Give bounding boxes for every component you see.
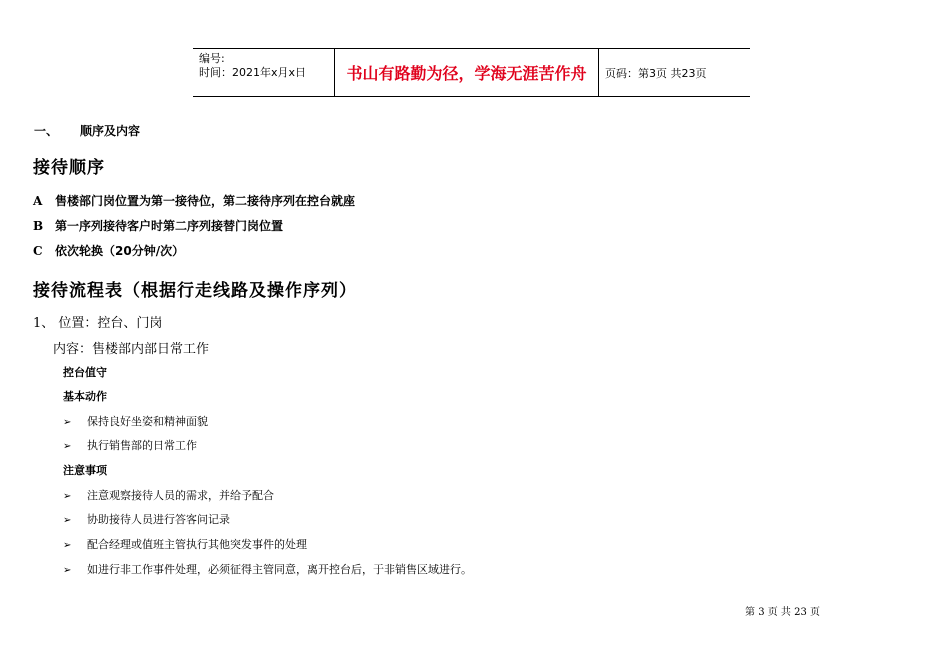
section-number: 一、 (34, 124, 59, 138)
bullet-item: ➢ 配合经理或值班主管执行其他突发事件的处理 (63, 538, 307, 551)
duty-label: 控台值守 (63, 366, 107, 379)
section-title: 顺序及内容 (80, 124, 141, 138)
notes-heading: 注意事项 (63, 464, 107, 477)
order-item: C 依次轮换（20分钟/次） (33, 244, 185, 258)
content-line: 内容：售楼部内部日常工作 (53, 342, 210, 357)
order-item: B 第一序列接待客户时第二序列接替门岗位置 (33, 219, 284, 233)
bullet-item: ➢ 协助接待人员进行答客问记录 (63, 513, 230, 526)
time-label: 时间：2021年x月x日 (199, 66, 307, 79)
bullet-arrow-icon: ➢ (63, 565, 72, 576)
reception-order-heading: 接待顺序 (33, 158, 105, 178)
bullet-item: ➢ 保持良好坐姿和精神面貌 (63, 415, 208, 428)
bullet-arrow-icon: ➢ (63, 417, 72, 428)
section-heading (34, 122, 140, 139)
bullet-item: ➢ 注意观察接待人员的需求，并给予配合 (63, 489, 274, 502)
number-label: 编号: (199, 52, 225, 65)
page-footer: 第 3 页 共 23 页 (745, 607, 820, 618)
page-label: 页码：第3页 共23页 (605, 66, 707, 80)
motto: 书山有路勤为径，学海无涯苦作舟 (335, 49, 599, 96)
flow-heading: 接待流程表（根据行走线路及操作序列） (33, 281, 357, 301)
position-line: 1、 位置：控台、门岗 (33, 316, 163, 331)
bullet-arrow-icon: ➢ (63, 491, 72, 502)
bullet-item: ➢ 执行销售部的日常工作 (63, 439, 197, 452)
bullet-arrow-icon: ➢ (63, 540, 72, 551)
header-left-cell (193, 49, 335, 96)
order-item: A 售楼部门岗位置为第一接待位，第二接待序列在控台就座 (33, 194, 356, 208)
basic-heading: 基本动作 (63, 390, 107, 403)
bullet-item: ➢ 如进行非工作事件处理，必须征得主管同意，离开控台后，于非销售区域进行。 (63, 563, 472, 576)
header-table (193, 48, 750, 97)
bullet-arrow-icon: ➢ (63, 441, 72, 452)
bullet-arrow-icon: ➢ (63, 515, 72, 526)
